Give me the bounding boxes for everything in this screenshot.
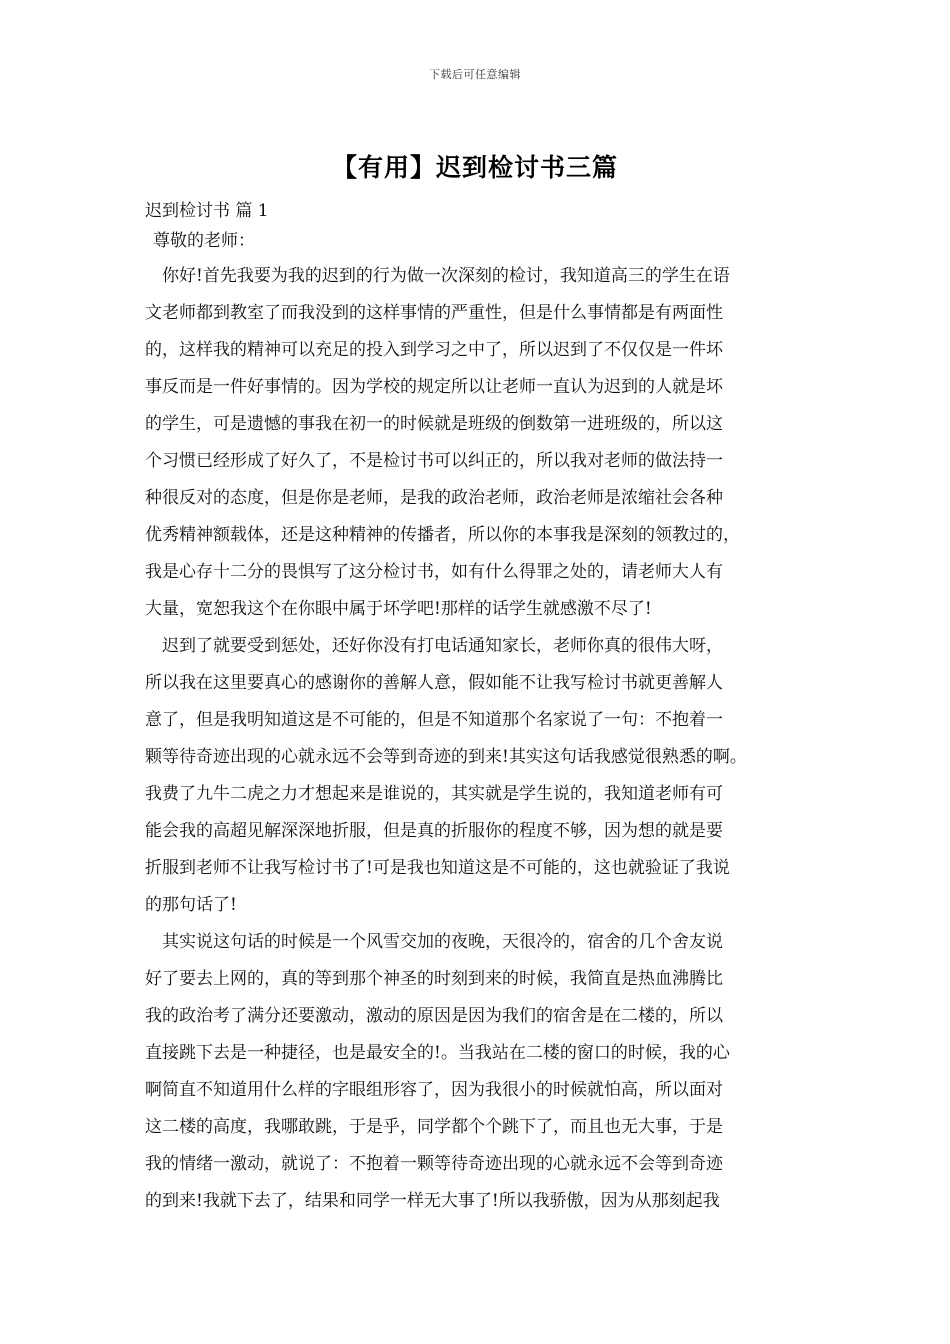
paragraph-line: 的到来!我就下去了，结果和同学一样无大事了!所以我骄傲，因为从那刻起我 (145, 1191, 720, 1211)
document-body (145, 196, 825, 1220)
paragraph-line: 颗等待奇迹出现的心就永远不会等到奇迹的到来!其实这句话我感觉很熟悉的啊。 (145, 747, 747, 767)
paragraph-line: 的学生，可是遗憾的事我在初一的时候就是班级的倒数第一进班级的，所以这 (145, 414, 723, 434)
paragraph-line: 所以我在这里要真心的感谢你的善解人意，假如能不让我写检讨书就更善解人 (145, 673, 723, 693)
paragraph-line: 优秀精神额载体，还是这种精神的传播者，所以你的本事我是深刻的领教过的， (145, 525, 740, 545)
header-note: 下载后可任意编辑 (429, 68, 521, 81)
paragraph-line: 好了要去上网的，真的等到那个神圣的时刻到来的时候，我简直是热血沸腾比 (145, 969, 723, 989)
paragraph-line: 事反而是一件好事情的。因为学校的规定所以让老师一直认为迟到的人就是坏 (145, 377, 723, 397)
paragraph-line: 我的情绪一激动，就说了：不抱着一颗等待奇迹出现的心就永远不会等到奇迹 (145, 1154, 723, 1174)
paragraph-2 (145, 628, 825, 924)
paragraph-line: 文老师都到教室了而我没到的这样事情的严重性，但是什么事情都是有两面性 (145, 303, 723, 323)
paragraph-line: 的那句话了! (145, 895, 237, 915)
paragraph-line: 迟到了就要受到惩处，还好你没有打电话通知家长，老师你真的很伟大呀， (162, 636, 723, 656)
salutation: 尊敬的老师： (153, 231, 255, 251)
document-title: 【有用】迟到检讨书三篇 (331, 153, 618, 182)
paragraph-line: 能会我的高超见解深深地折服，但是真的折服你的程度不够，因为想的就是要 (145, 821, 723, 841)
paragraph-line: 意了，但是我明知道这是不可能的，但是不知道那个名家说了一句：不抱着一 (145, 710, 723, 730)
paragraph-line: 我是心存十二分的畏惧写了这分检讨书，如有什么得罪之处的，请老师大人有 (145, 562, 723, 582)
paragraph-line: 啊简直不知道用什么样的字眼组形容了，因为我很小的时候就怕高，所以面对 (145, 1080, 723, 1100)
paragraph-line: 种很反对的态度，但是你是老师，是我的政治老师，政治老师是浓缩社会各种 (145, 488, 723, 508)
paragraph-line: 直接跳下去是一种捷径，也是最安全的!。当我站在二楼的窗口的时候，我的心 (145, 1043, 730, 1063)
section-heading: 迟到检讨书 篇 1 (145, 201, 269, 221)
paragraph-line: 大量，宽恕我这个在你眼中属于坏学吧!那样的话学生就感激不尽了! (145, 599, 652, 619)
paragraph-line: 这二楼的高度，我哪敢跳，于是乎，同学都个个跳下了，而且也无大事，于是 (145, 1117, 723, 1137)
paragraph-line: 我费了九牛二虎之力才想起来是谁说的，其实就是学生说的，我知道老师有可 (145, 784, 723, 804)
paragraph-line: 的，这样我的精神可以充足的投入到学习之中了，所以迟到了不仅仅是一件坏 (145, 340, 723, 360)
paragraph-line: 你好!首先我要为我的迟到的行为做一次深刻的检讨，我知道高三的学生在语 (162, 266, 730, 286)
paragraph-1 (145, 258, 825, 628)
paragraph-line: 个习惯已经形成了好久了，不是检讨书可以纠正的，所以我对老师的做法持一 (145, 451, 723, 471)
paragraph-3 (145, 924, 825, 1220)
paragraph-line: 折服到老师不让我写检讨书了!可是我也知道这是不可能的，这也就验证了我说 (145, 858, 730, 878)
paragraph-line: 其实说这句话的时候是一个风雪交加的夜晚，天很冷的，宿舍的几个舍友说 (162, 932, 723, 952)
paragraph-line: 我的政治考了满分还要激动，激动的原因是因为我们的宿舍是在二楼的，所以 (145, 1006, 723, 1026)
